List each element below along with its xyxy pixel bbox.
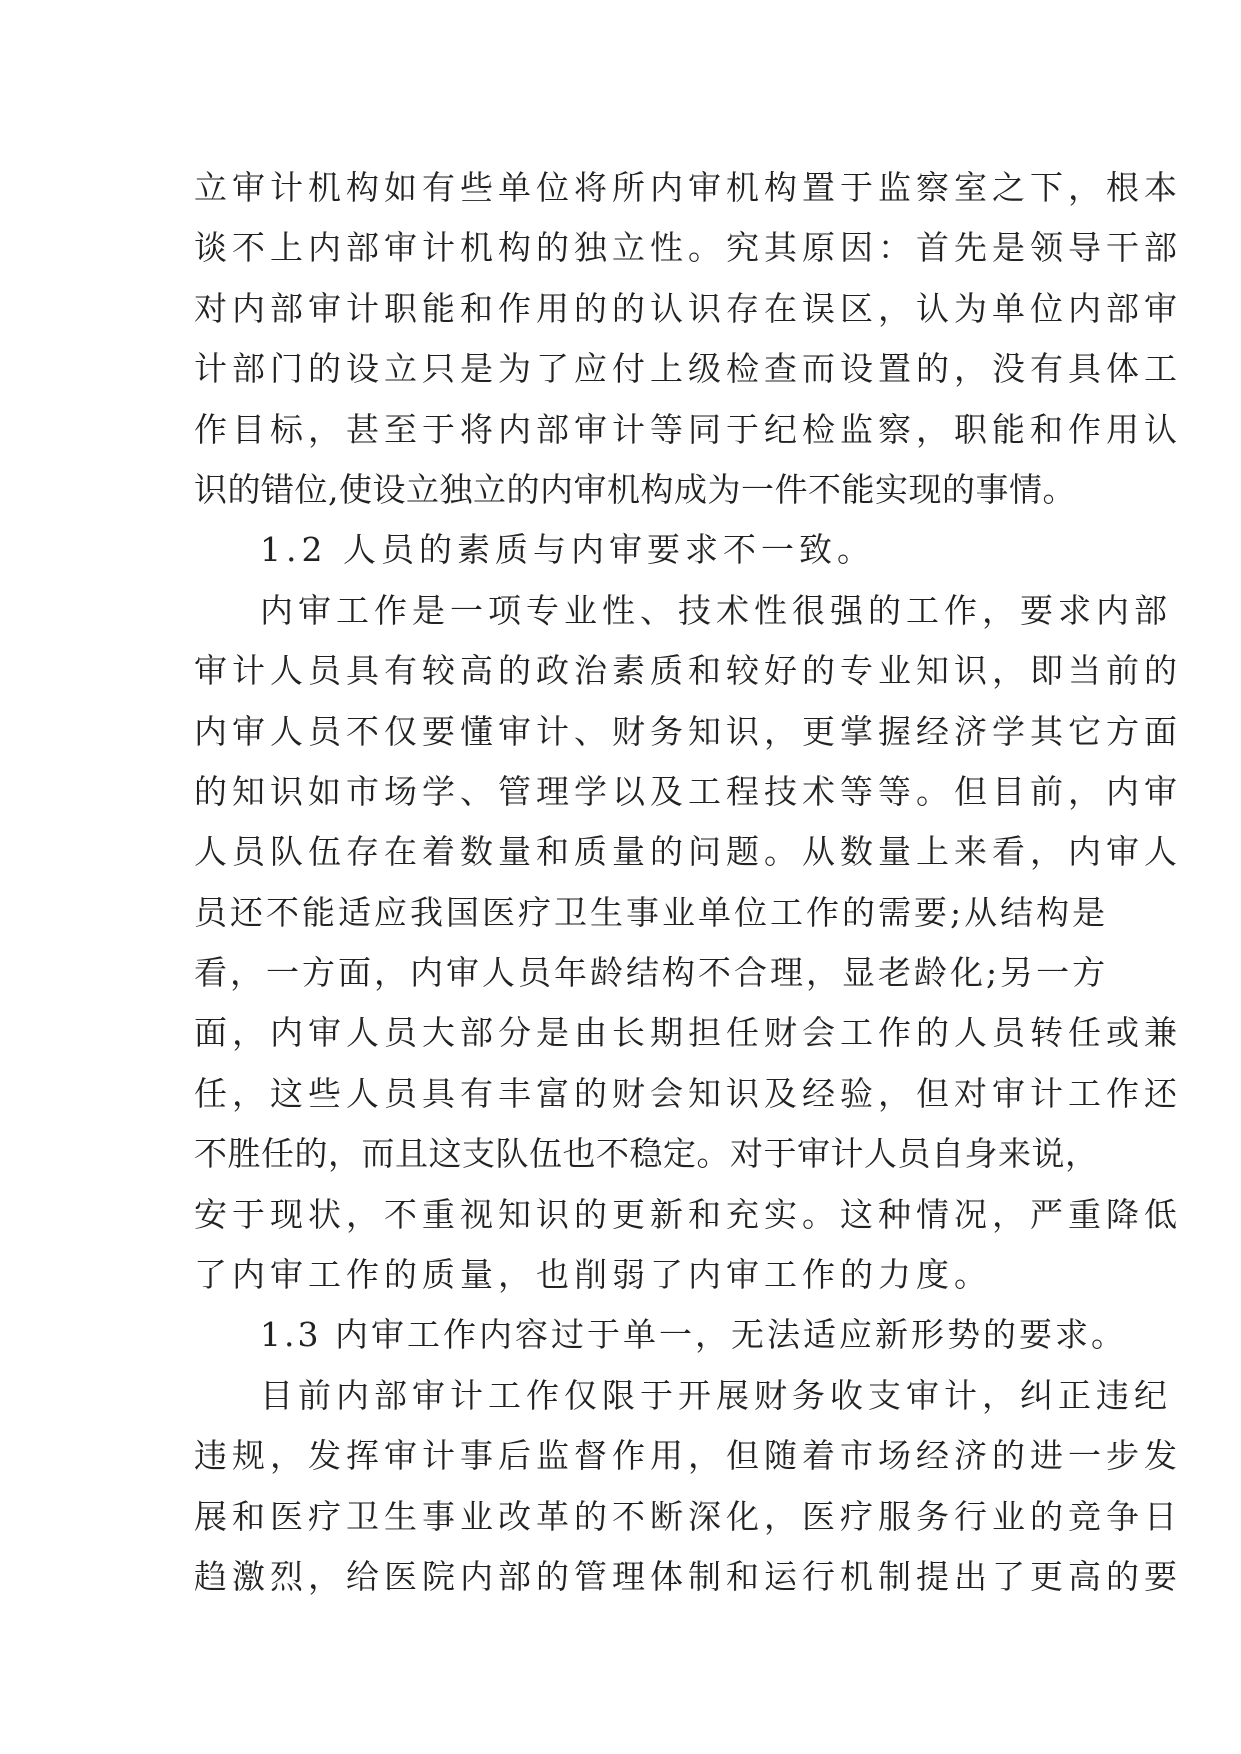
text-line: 员还不能适应我国医疗卫生事业单位工作的需要;从结构是 [194,892,1109,932]
text-line: 人员队伍存在着数量和质量的问题。从数量上来看，内审人 [194,832,1182,872]
text-line: 安于现状，不重视知识的更新和充实。这种情况，严重降低 [194,1194,1182,1234]
text-line: 展和医疗卫生事业改革的不断深化，医疗服务行业的竞争日 [194,1496,1182,1536]
text-line: 看，一方面，内审人员年龄结构不合理，显老龄化;另一方 [194,953,1109,993]
text-line: 趋激烈，给医院内部的管理体制和运行机制提出了更高的要 [194,1556,1182,1596]
section-heading-1-3: 1.3 内审工作内容过于单一，无法适应新形势的要求。 [260,1315,1127,1355]
document-body [194,158,1182,1607]
text-line: 面，内审人员大部分是由长期担任财会工作的人员转任或兼 [194,1013,1182,1053]
text-line: 作目标，甚至于将内部审计等同于纪检监察，职能和作用认 [194,409,1182,449]
text-line: 内审人员不仅要懂审计、财务知识，更掌握经济学其它方面 [194,711,1182,751]
text-line: 计部门的设立只是为了应付上级检查而设置的，没有具体工 [194,349,1182,389]
paragraph-first-line: 内审工作是一项专业性、技术性很强的工作，要求内部 [260,590,1172,630]
text-line: 违规，发挥审计事后监督作用，但随着市场经济的进一步发 [194,1436,1182,1476]
text-line: 立审计机构如有些单位将所内审机构置于监察室之下，根本 [194,168,1182,207]
text-line: 了内审工作的质量，也削弱了内审工作的力度。 [194,1255,992,1295]
text-line: 谈不上内部审计机构的独立性。究其原因：首先是领导干部 [194,228,1182,268]
text-line: 任，这些人员具有丰富的财会知识及经验，但对审计工作还 [194,1073,1182,1113]
text-line: 识的错位,使设立独立的内审机构成为一件不能实现的事情。 [194,469,1076,509]
text-line: 对内部审计职能和作用的的认识存在误区，认为单位内部审 [194,288,1182,328]
text-line: 不胜任的，而且这支队伍也不稳定。对于审计人员自身来说， [194,1134,1099,1174]
paragraph-first-line: 目前内部审计工作仅限于开展财务收支审计，纠正违纪 [260,1375,1172,1415]
text-line: 审计人员具有较高的政治素质和较好的专业知识，即当前的 [194,651,1182,691]
section-heading-1-2: 1.2 人员的素质与内审要求不一致。 [260,530,875,570]
text-line: 的知识如市场学、管理学以及工程技术等等。但目前，内审 [194,771,1182,811]
